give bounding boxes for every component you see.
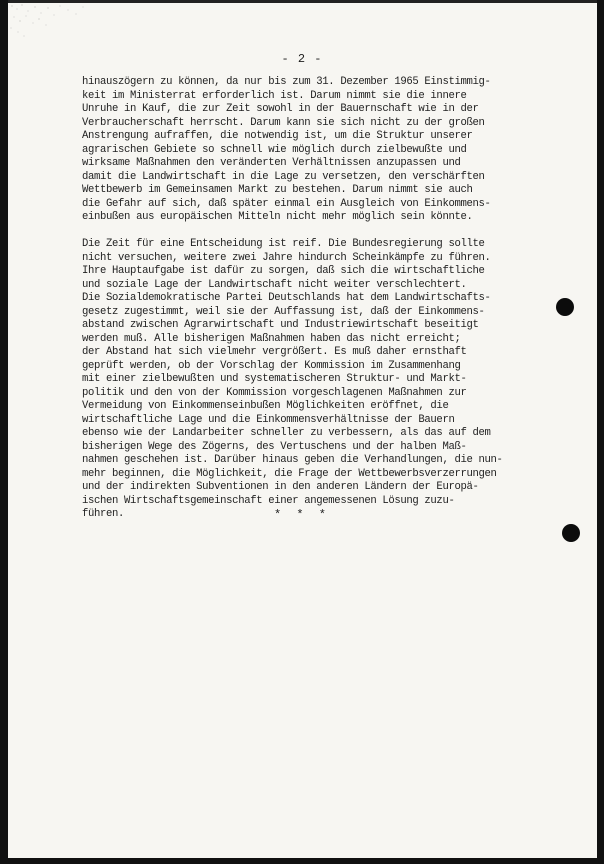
text-line: bisherigen Wege des Zögerns, des Vertuschens und der halben Maß- [82,440,467,453]
text-line: hinauszögern zu können, da nur bis zum 31. Dezember 1965 Einstimmig- [82,76,491,88]
text-line: Die Sozialdemokratische Partei Deutschlands hat dem Landwirtschafts- [82,292,491,304]
text-line: die Gefahr auf sich, daß später einmal ein Ausgleich von Einkommens- [82,197,491,210]
scan-edge-left [0,0,8,864]
text-line: agrarischen Gebiete so schnell wie möglich durch zielbewußte und [82,143,467,156]
text-line: Wettbewerb im Gemeinsamen Markt zu bestehen. Darum nimmt sie auch [82,184,473,196]
text-line: Anstrengung aufraffen, die notwendig ist, um die Struktur unserer [82,130,473,142]
text-line: ischen Wirtschaftsgemeinschaft einer angemessenen Lösung zuzu- [82,494,455,507]
text-line: Die Zeit für eine Entscheidung ist reif. Die Bundesregierung sollte [82,238,485,250]
document-body [82,76,552,522]
punch-hole-lower [562,524,580,542]
text-line: mehr beginnen, die Möglichkeit, die Frage der Wettbewerbsverzerrungen [82,467,497,480]
text-line: mit einer zielbewußten und systematischeren Struktur- und Markt- [82,373,467,385]
paragraph-2 [82,238,552,522]
paragraph-1 [82,76,552,225]
text-line: Vermeidung von Einkommenseinbußen Möglichkeiten eröffnet, die [82,400,449,412]
scan-noise [8,3,118,43]
text-line: ebenso wie der Landarbeiter schneller zu verbessern, als das auf dem [82,427,491,439]
text-line: und soziale Lage der Landwirtschaft nicht weiter verschlechtert. [82,278,467,291]
scan-edge-right [597,0,604,864]
text-line: politik und den von der Kommission vorgeschlagenen Maßnahmen zur [82,386,467,399]
text-line: nahmen geschehen ist. Darüber hinaus geben die Verhandlungen, die nun- [82,454,503,466]
text-line: wirtschaftliche Lage und die Einkommensverhältnisse der Bauern [82,413,455,426]
text-line: gesetz zugestimmt, weil sie der Auffassung ist, daß der Einkommens- [82,305,485,318]
text-line: geprüft werden, ob der Vorschlag der Kommission im Zusammenhang [82,359,461,372]
text-line: wirksame Maßnahmen den veränderten Verhältnissen anzupassen und [82,157,461,169]
text-line: werden muß. Alle bisherigen Maßnahmen haben das nicht erreicht; [82,332,461,345]
scan-edge-bottom [0,858,604,864]
text-line: Ihre Hauptaufgabe ist dafür zu sorgen, daß sich die wirtschaftliche [82,265,485,277]
text-line: und der indirekten Subventionen in den anderen Ländern der Europä- [82,481,479,493]
text-line: einbußen aus europäischen Mitteln nicht mehr möglich sein könnte. [82,211,473,223]
section-separator: * * * [273,508,330,522]
punch-hole-upper [556,298,574,316]
page-number: - 2 - [281,52,323,66]
text-line: Unruhe in Kauf, die zur Zeit sowohl in der Bauernschaft wie in der [82,103,479,115]
text-line: keit im Ministerrat erforderlich ist. Darum nimmt sie die innere [82,89,467,102]
text-line: damit die Landwirtschaft in die Lage zu versetzen, den verschärften [82,170,485,183]
text-line: führen. [82,508,125,520]
text-line: der Abstand hat sich vielmehr vergrößert. Es muß daher ernsthaft [82,346,467,358]
text-line: Verbraucherschaft herrscht. Darum kann sie sich nicht zu der großen [82,116,485,129]
text-line: abstand zwischen Agrarwirtschaft und Industriewirtschaft beseitigt [82,319,479,331]
text-line: nicht versuchen, weitere zwei Jahre hindurch Scheinkämpfe zu führen. [82,251,491,264]
